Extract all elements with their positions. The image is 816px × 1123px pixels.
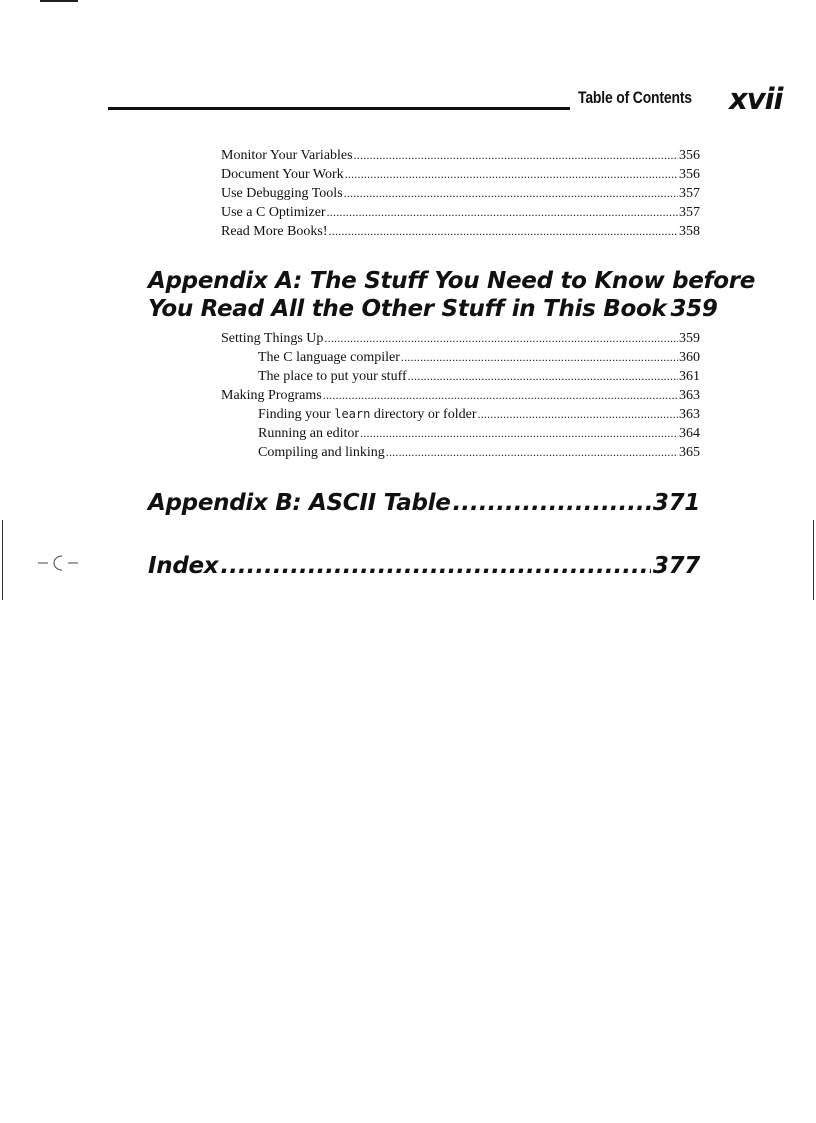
toc-entry-page: 358 bbox=[679, 224, 700, 239]
appendix-a-heading[interactable] bbox=[148, 296, 718, 322]
dot-leader bbox=[344, 186, 678, 201]
index-page: 377 bbox=[652, 553, 700, 579]
toc-entry-title: Monitor Your Variables bbox=[221, 148, 353, 163]
toc-entry-page: 364 bbox=[679, 426, 700, 441]
toc-subentry[interactable] bbox=[258, 426, 700, 445]
dot-leader bbox=[408, 369, 678, 384]
code-term: learn bbox=[334, 407, 371, 421]
dot-leader bbox=[220, 553, 651, 579]
dot-leader bbox=[386, 445, 678, 460]
dot-leader bbox=[323, 388, 678, 403]
toc-entry-page: 363 bbox=[679, 388, 700, 403]
page-number: xvii bbox=[729, 82, 783, 116]
dot-leader bbox=[324, 331, 678, 346]
toc-entry-title: Setting Things Up bbox=[221, 331, 324, 346]
toc-entry-title: Use a C Optimizer bbox=[221, 205, 326, 220]
index-title: Index bbox=[148, 553, 219, 579]
toc-subentry[interactable] bbox=[258, 350, 700, 369]
toc-entry-title-before: Finding your bbox=[258, 407, 335, 422]
toc-subentry[interactable] bbox=[258, 445, 700, 464]
dot-leader bbox=[329, 224, 678, 239]
trim-line-right bbox=[813, 520, 814, 600]
toc-entry-page: 361 bbox=[679, 369, 700, 384]
toc-entry-page: 359 bbox=[679, 331, 700, 346]
toc-entry-title: Running an editor bbox=[258, 426, 360, 441]
header-rule bbox=[108, 107, 570, 110]
dot-leader bbox=[401, 350, 678, 365]
toc-entry-title: Read More Books! bbox=[221, 224, 328, 239]
toc-entry-page: 365 bbox=[679, 445, 700, 460]
toc-entry-page: 363 bbox=[679, 407, 700, 422]
trim-line-left bbox=[2, 520, 3, 600]
appendix-a-heading-line1[interactable]: Appendix A: The Stuff You Need to Know before bbox=[148, 268, 756, 294]
appendix-a-heading-line2: You Read All the Other Stuff in This Book bbox=[148, 296, 667, 322]
toc-entry[interactable] bbox=[221, 224, 700, 243]
dot-leader bbox=[453, 490, 651, 516]
toc-entry[interactable] bbox=[221, 205, 700, 224]
toc-entry-page: 360 bbox=[679, 350, 700, 365]
appendix-a-page: 359 bbox=[670, 296, 718, 322]
toc-entry[interactable] bbox=[221, 167, 700, 186]
toc-entry[interactable] bbox=[221, 186, 700, 205]
registration-mark-icon bbox=[36, 552, 80, 574]
appendix-b-heading[interactable] bbox=[148, 490, 700, 516]
toc-entry-title: Making Programs bbox=[221, 388, 322, 403]
dot-leader bbox=[360, 426, 678, 441]
appendix-b-title: Appendix B: ASCII Table bbox=[148, 490, 451, 516]
toc-entry-title: Use Debugging Tools bbox=[221, 186, 343, 201]
toc-entry[interactable] bbox=[221, 148, 700, 167]
toc-entry-title bbox=[258, 407, 476, 423]
toc-entry-title: Compiling and linking bbox=[258, 445, 385, 460]
toc-subentry[interactable] bbox=[258, 369, 700, 388]
toc-entry[interactable] bbox=[221, 388, 700, 407]
dot-leader bbox=[477, 407, 678, 422]
toc-entry-page: 357 bbox=[679, 205, 700, 220]
toc-entry-title: Document Your Work bbox=[221, 167, 344, 182]
toc-entry-page: 356 bbox=[679, 167, 700, 182]
toc-entry-title: The place to put your stuff bbox=[258, 369, 407, 384]
toc-entry-title-after: directory or folder bbox=[370, 407, 477, 422]
running-header-title: Table of Contents bbox=[578, 88, 692, 107]
dot-leader bbox=[327, 205, 678, 220]
crop-mark-top bbox=[40, 0, 78, 2]
appendix-b-page: 371 bbox=[652, 490, 700, 516]
toc-entry-page: 356 bbox=[679, 148, 700, 163]
toc-entry[interactable] bbox=[221, 331, 700, 350]
toc-entry-title: The C language compiler bbox=[258, 350, 400, 365]
dot-leader bbox=[354, 148, 678, 163]
toc-entry-page: 357 bbox=[679, 186, 700, 201]
index-heading[interactable] bbox=[148, 553, 700, 579]
dot-leader bbox=[345, 167, 678, 182]
toc-subentry[interactable] bbox=[258, 407, 700, 426]
